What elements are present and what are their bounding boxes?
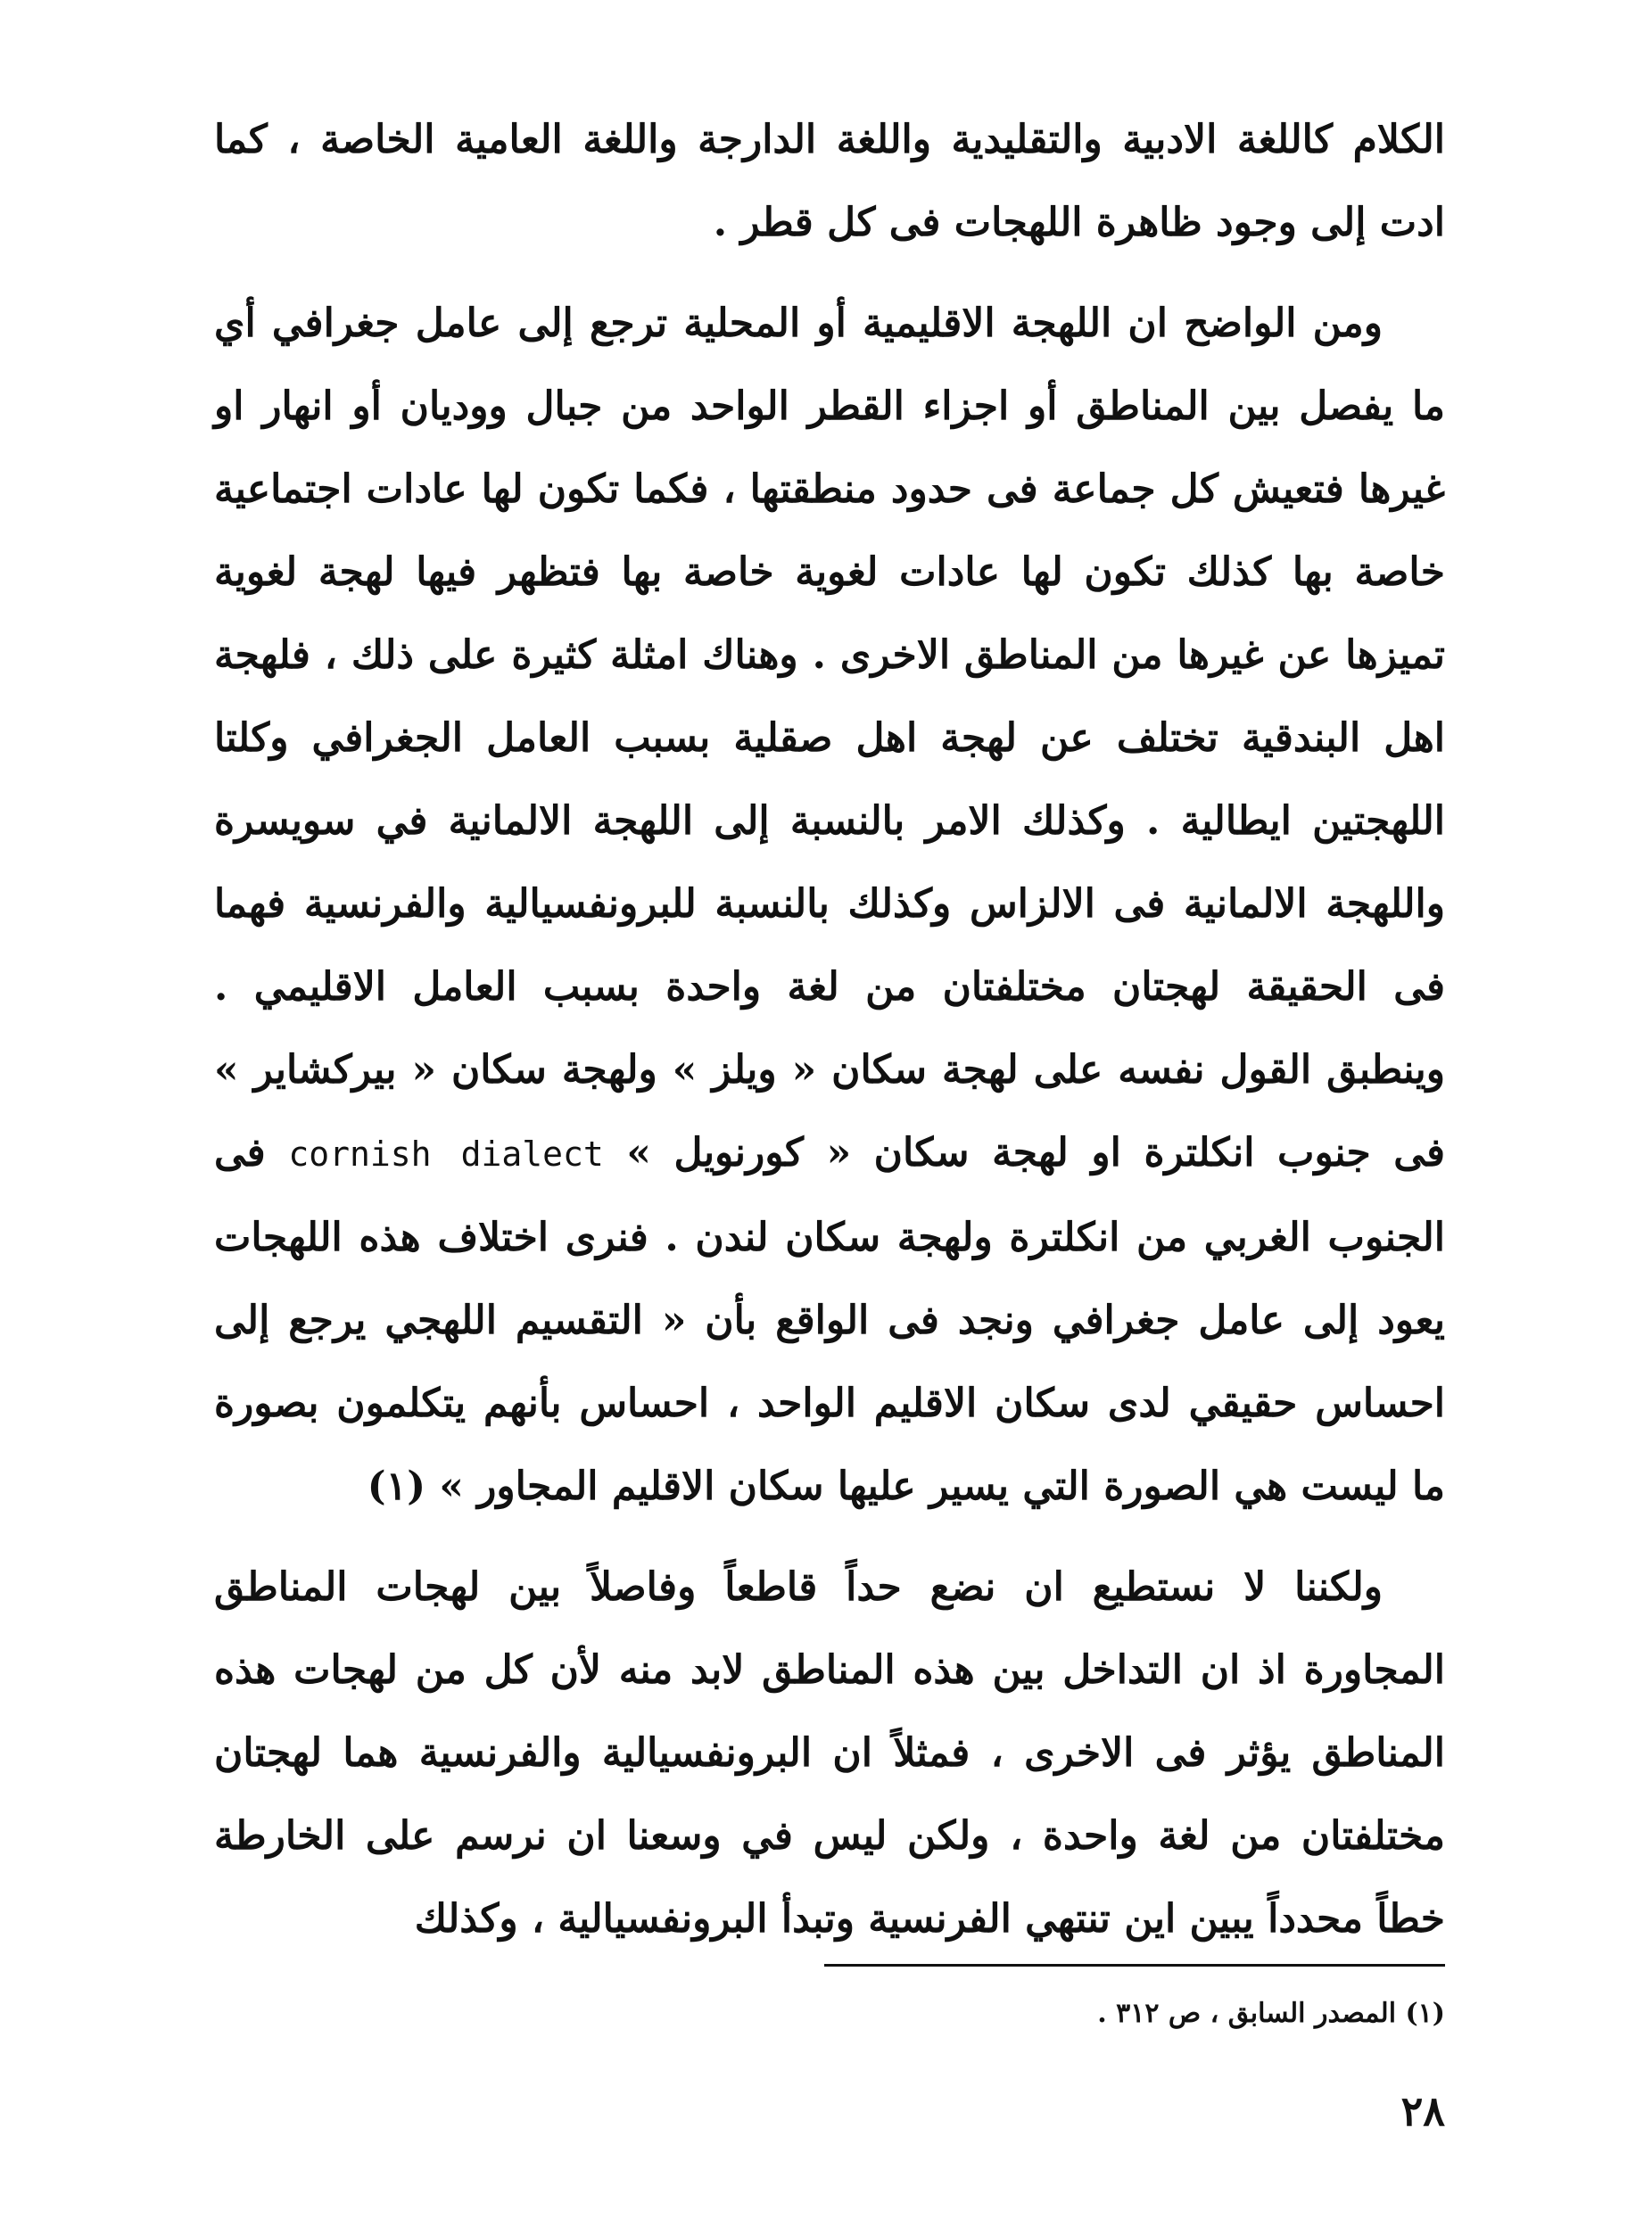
paragraph-1: الكلام كاللغة الادبية والتقليدية واللغة الدارجة واللغة العامية الخاصة ، كما ادت إلى وجود ظاهرة اللهجات فى كل قطر . (214, 117, 1445, 245)
paragraph-2-part-2: فى الجنوب الغربي من انكلترة ولهجة سكان لندن . فنرى اختلاف هذه اللهجات يعود إلى عامل جغرافي ونجد فى الواقع بأن « التقسيم اللهجي يرجع إلى احساس حقيقي لدى سكان الاقليم الواحد ، احساس بأنهم يتكلمون بصورة ما ليست هي الصورة التي يسير عليها سكان الاقليم المجاور » (١) (214, 1130, 1445, 1509)
paragraph-3: ولكننا لا نستطيع ان نضع حداً قاطعاً وفاصلاً بين لهجات المناطق المجاورة اذ ان التداخل بين هذه المناطق لابد منه لأن كل من لهجات هذه المناطق يؤثر فى الاخرى ، فمثلاً ان البرونفسيالية والفرنسية هما لهجتان مختلفتان من لغة واحدة ، ولكن ليس في وسعنا ان نرسم على الخارطة خطاً محدداً يبين اين تنتهي الفرنسية وتبدأ البرونفسيالية ، وكذلك (214, 1564, 1445, 1942)
page-body (214, 98, 1445, 1960)
latin-term: cornish dialect (288, 1134, 604, 1174)
page-number: ٢٨ (1400, 2087, 1445, 2135)
paragraph-2-part-1: ومن الواضح ان اللهجة الاقليمية أو المحلية ترجع إلى عامل جغرافي أي ما يفصل بين المناطق أو اجزاء القطر الواحد من جبال ووديان أو انهار او غيرها فتعيش كل جماعة فى حدود منطقتها ، فكما تكون لها عادات اجتماعية خاصة بها كذلك تكون لها عادات لغوية خاصة بها فتظهر فيها لهجة لغوية تميزها عن غيرها من المناطق الاخرى . وهناك امثلة كثيرة على ذلك ، فلهجة اهل البندقية تختلف عن لهجة اهل صقلية بسبب العامل الجغرافي وكلتا اللهجتين ايطالية . وكذلك الامر بالنسبة إلى اللهجة الالمانية في سويسرة واللهجة الالمانية فى الالزاس وكذلك بالنسبة للبرونفسيالية والفرنسية فهما فى الحقيقة لهجتان مختلفتان من لغة واحدة بسبب العامل الاقليمي . وينطبق القول نفسه على لهجة سكان « ويلز » ولهجة سكان « بيركشاير » فى جنوب انكلترة او لهجة سكان « كورنويل » (214, 301, 1445, 1175)
paragraph-2 (214, 282, 1445, 1528)
footnote-divider (824, 1964, 1445, 1967)
footnote: (١) المصدر السابق ، ص ٣١٢ . (1097, 1998, 1445, 2029)
